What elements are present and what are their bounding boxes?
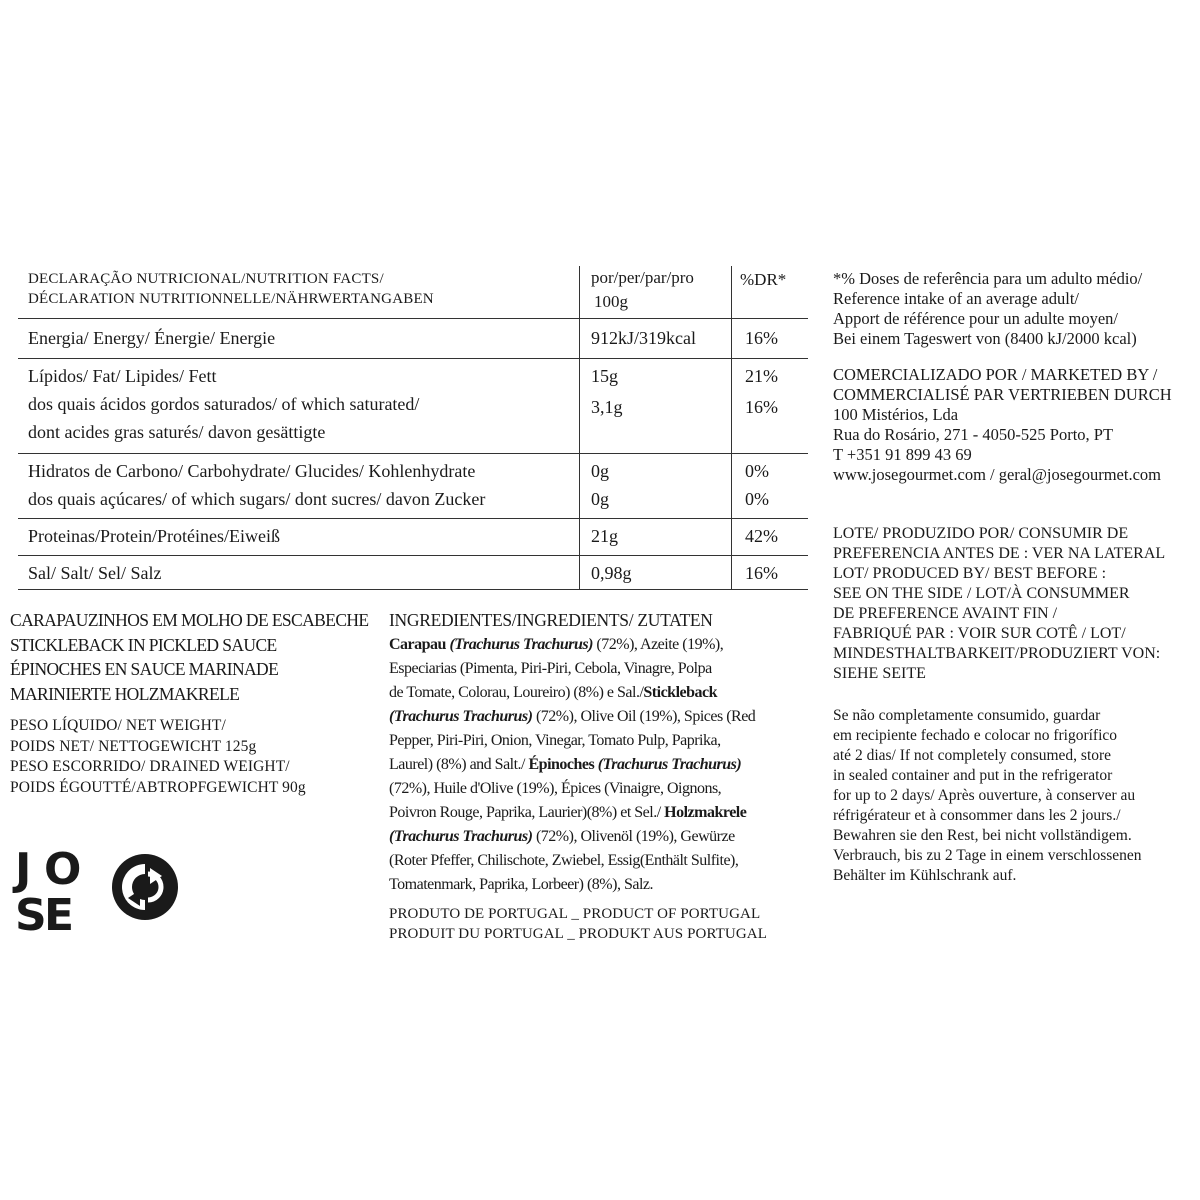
ingredient-highlight: (Trachurus Trachurus) [389, 708, 533, 725]
jose-logo-icon [14, 844, 82, 941]
ingredient-text: Pepper, Piri-Piri, Onion, Vinegar, Tomato Pulp, Paprika, [389, 732, 721, 749]
ingredients-line [389, 705, 794, 729]
ingredients-section [389, 609, 794, 897]
storage-line: in sealed container and put in the refrigerator [833, 767, 1113, 784]
lot-line: LOTE/ PRODUZIDO POR/ CONSUMIR DE [833, 525, 1129, 542]
nutrient-label: Energia/ Energy/ Énergie/ Energie [28, 328, 276, 348]
ingredients-text [389, 633, 794, 897]
ingredient-highlight: (Trachurus Trachurus) [449, 636, 593, 653]
nutrition-title: DECLARAÇÃO NUTRICIONAL/NUTRITION FACTS/ [28, 271, 384, 287]
ingredients-title: INGREDIENTES/INGREDIENTS/ ZUTATEN [389, 610, 713, 630]
product-names [10, 608, 380, 706]
product-name: CARAPAUZINHOS EM MOLHO DE ESCABECHE [10, 610, 369, 630]
ingredient-text: (72%), Huile d'Olive (19%), Épices (Vinaigre, Oignons, [389, 780, 722, 797]
storage-line: Se não completamente consumido, guardar [833, 707, 1101, 724]
ingredient-highlight: (Trachurus Trachurus) [597, 756, 742, 773]
company-phone: T +351 91 899 43 69 [833, 445, 972, 464]
ingredient-highlight: Épinoches [528, 756, 598, 773]
product-name: STICKLEBACK IN PICKLED SAUCE [10, 634, 277, 655]
lot-info [833, 524, 1193, 684]
lot-line: SIEHE SEITE [833, 665, 926, 682]
lot-line: MINDESTHALTBARKEIT/PRODUZIERT VON: [833, 645, 1161, 662]
nutrition-table [18, 266, 808, 590]
ingredients-line [389, 729, 794, 753]
logo-letter: S [15, 890, 47, 941]
nutrient-dr: 16% [745, 397, 778, 417]
company-name: 100 Mistérios, Lda [833, 405, 959, 424]
nutrient-dr: 16% [745, 328, 778, 348]
nutrient-value: 21g [591, 526, 618, 546]
table-column-divider [579, 266, 580, 590]
table-divider [18, 518, 808, 519]
table-divider [18, 453, 808, 454]
origin-line: PRODUIT DU PORTUGAL _ PRODUKT AUS PORTUGAL [389, 926, 767, 942]
ingredients-line [389, 753, 794, 777]
marketer-line: COMMERCIALISÉ PAR VERTRIEBEN DURCH [833, 385, 1172, 404]
origin-line: PRODUTO DE PORTUGAL _ PRODUCT OF PORTUGAL [389, 906, 761, 922]
ingredients-line [389, 777, 794, 801]
nutrient-label: Proteinas/Protein/Protéines/Eiweiß [28, 526, 280, 546]
ingredient-text: (72%), Olive Oil (19%), Spices (Red [532, 708, 756, 725]
nutrition-title: DÉCLARATION NUTRITIONNELLE/NÄHRWERTANGABEN [28, 291, 434, 307]
storage-line: até 2 dias/ If not completely consumed, store [833, 747, 1112, 764]
nutrient-dr: 0% [745, 461, 769, 481]
reference-line: Reference intake of an average adult/ [833, 289, 1079, 308]
table-divider [18, 318, 808, 319]
ingredients-line [389, 633, 794, 657]
ingredients-line [389, 681, 794, 705]
lot-line: FABRIQUÉ PAR : VOIR SUR COTÊ / LOT/ [833, 625, 1126, 642]
ingredient-text: Poivron Rouge, Paprika, Laurier)(8%) et Sel./ [389, 804, 665, 821]
storage-instructions [833, 706, 1189, 886]
ingredient-text: Tomatenmark, Paprika, Lorbeer) (8%), Salz. [389, 876, 653, 893]
company-web-email: www.josegourmet.com / geral@josegourmet.com [833, 465, 1162, 484]
marketer-line: COMERCIALIZADO POR / MARKETED BY / [833, 365, 1158, 384]
ingredient-highlight: Holzmakrele [664, 804, 747, 821]
per-100g-header: 100g [594, 292, 628, 311]
weight-line: POIDS NET/ NETTOGEWICHT 125g [10, 737, 257, 755]
ingredients-line [389, 825, 794, 849]
nutrient-value: 0,98g [591, 563, 632, 583]
ingredient-text: (Roter Pfeffer, Chilischote, Zwiebel, Essig(Enthält Sulfite), [389, 852, 739, 869]
weight-line: PESO ESCORRIDO/ DRAINED WEIGHT/ [10, 758, 290, 775]
storage-line: for up to 2 days/ Après ouverture, à conserver au [833, 787, 1136, 804]
logo-letter: E [44, 890, 75, 941]
reference-line: Apport de référence pour un adulte moyen/ [833, 309, 1118, 328]
nutrient-label: dos quais açúcares/ of which sugars/ dont sucres/ davon Zucker [28, 489, 486, 509]
ingredient-highlight: (Trachurus Trachurus) [389, 828, 533, 845]
nutrient-label: Hidratos de Carbono/ Carbohydrate/ Glucides/ Kohlenhydrate [28, 461, 476, 481]
nutrient-dr: 42% [745, 526, 778, 546]
product-name: ÉPINOCHES EN SAUCE MARINADE [10, 659, 279, 679]
ingredients-line [389, 873, 794, 897]
table-divider [18, 358, 808, 359]
storage-line: em recipiente fechado e colocar no frigorífico [833, 727, 1118, 744]
ingredient-text: (72%), Olivenöl (19%), Gewürze [532, 828, 735, 845]
nutrient-value: 912kJ/319kcal [591, 328, 696, 348]
nutrient-label: dos quais ácidos gordos saturados/ of which saturated/ [28, 394, 420, 414]
company-address: Rua do Rosário, 271 - 4050-525 Porto, PT [833, 425, 1114, 444]
ingredient-text: Especiarias (Pimenta, Piri-Piri, Cebola, Vinagre, Polpa [389, 660, 712, 677]
nutrient-value: 15g [591, 366, 618, 386]
logo-letter: O [44, 844, 82, 895]
product-name: MARINIERTE HOLZMAKRELE [10, 683, 240, 704]
storage-line: Bewahren sie den Rest, bei nicht vollständigem. [833, 827, 1132, 844]
nutrient-label: dont acides gras saturés/ davon gesättigte [28, 422, 326, 442]
ingredients-line [389, 849, 794, 873]
nutrient-dr: 0% [745, 489, 769, 509]
lot-line: PREFERENCIA ANTES DE : VER NA LATERAL [833, 545, 1166, 562]
table-divider [18, 589, 808, 590]
weight-line: POIDS ÉGOUTTÉ/ABTROPFGEWICHT 90g [10, 778, 306, 796]
ingredient-text: (72%), Azeite (19%), [592, 636, 724, 653]
weight-line: PESO LÍQUIDO/ NET WEIGHT/ [10, 717, 226, 734]
lot-line: DE PREFERENCE AVAINT FIN / [833, 605, 1058, 622]
storage-line: Behälter im Kühlschrank auf. [833, 867, 1017, 884]
storage-line: réfrigérateur et à consommer dans les 2 jours./ [833, 807, 1121, 824]
reference-line: *% Doses de referência para um adulto médio/ [833, 269, 1143, 288]
logo-letter: J [15, 844, 32, 895]
table-divider [18, 555, 808, 556]
nutrient-dr: 21% [745, 366, 778, 386]
ingredients-line [389, 801, 794, 825]
ingredient-highlight: Stickleback [643, 684, 718, 701]
lot-line: LOT/ PRODUCED BY/ BEST BEFORE : [833, 565, 1107, 582]
storage-line: Verbrauch, bis zu 2 Tage in einem verschlossenen [833, 847, 1142, 864]
nutrient-value: 0g [591, 489, 609, 509]
origin-info [389, 904, 794, 944]
product-weights [10, 716, 380, 798]
green-dot-recycle-icon [110, 852, 180, 922]
ingredient-text: Laurel) (8%) and Salt./ [389, 756, 529, 773]
reference-intake-note [833, 269, 1193, 349]
nutrient-label: Sal/ Salt/ Sel/ Salz [28, 563, 162, 583]
nutrient-dr: 16% [745, 563, 778, 583]
lot-line: SEE ON THE SIDE / LOT/À CONSUMMER [833, 585, 1130, 602]
nutrient-value: 0g [591, 461, 609, 481]
ingredient-text: de Tomate, Colorau, Loureiro) (8%) e Sal./ [389, 684, 644, 701]
ingredients-line [389, 657, 794, 681]
table-column-divider [731, 266, 732, 590]
per-100g-header: por/per/par/pro [591, 268, 694, 287]
nutrient-label: Lípidos/ Fat/ Lipides/ Fett [28, 366, 217, 386]
dr-header: %DR* [740, 270, 787, 289]
reference-line: Bei einem Tageswert von (8400 kJ/2000 kcal) [833, 329, 1137, 348]
marketer-info [833, 365, 1193, 485]
ingredient-highlight: Carapau [389, 636, 450, 653]
nutrient-value: 3,1g [591, 397, 623, 417]
